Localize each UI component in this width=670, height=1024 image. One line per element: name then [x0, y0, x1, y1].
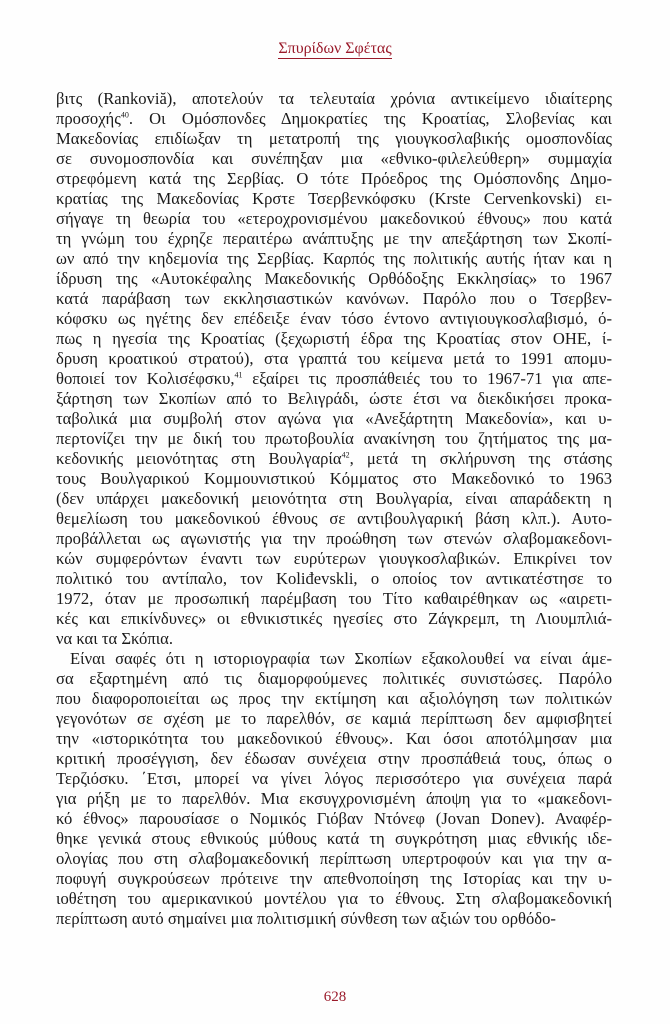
footnote-marker: 41	[234, 370, 243, 380]
text-line: κόφσκυ ως ηγέτης δεν επέδειξε έναν τόσο έντονο αντιγιουγκοσλαβισμό, ό-	[56, 309, 612, 328]
text-line: περίπτωση αυτό σημαίνει μια πολιτισμική σύνθεση των αξιών του ορθόδο-	[56, 909, 556, 928]
text-line: κατά παράβαση των εκκλησιαστικών κανόνων. Παρόλο που ο Τσερβεν-	[56, 289, 612, 308]
text-line: Τερζιόσκυ. ΄Ετσι, μπορεί να γίνει λόγος περισσότερο για συνέχεια παρά	[56, 769, 612, 788]
text-line: κεδονικής μειονότητας στη Βουλγαρία$^{42}$, μετά τη σκλήρυνση της στάσης	[56, 449, 612, 468]
running-head	[0, 40, 670, 58]
text-line: ξάρτηση των Σκοπίων από το Βελιγράδι, ώστε έτσι να διεκδικήσει προκα-	[56, 389, 612, 408]
text-line: κρατίας της Μακεδονίας Κρστε Τσερβενκόφσκυ (Krste Cervenkovski) ει-	[56, 189, 612, 208]
text-line: πολιτικό του αντίπαλο, τον Koliđevskli, ο οποίος τον αντικατέστησε το	[56, 569, 612, 588]
text-line: ταβολικά μια συμβολή στον αγώνα για «Ανεξάρτητη Μακεδονία», και υ-	[56, 409, 612, 428]
text-line: 1972, όταν με προσωπική παρέμβαση του Τίτο καθαιρέθηκαν ως «αιρετι-	[56, 589, 612, 608]
text-line: προβάλλεται ως αγωνιστής για την προώθηση των στενών σλαβομακεδονι-	[56, 529, 612, 548]
text-line: πως η ηγεσία της Κροατίας (ξεχωριστή έδρα της Κροατίας στον ΟΗΕ, ί-	[56, 329, 612, 348]
text-line: να και τα Σκόπια.	[56, 629, 174, 648]
text-line: σε συνομοσπονδία και συνέπηξαν μια «εθνικο-φιλελεύθερη» συμμαχία	[56, 149, 612, 168]
running-title: Σπυρίδων Σφέτας	[278, 40, 392, 57]
text-line: που διαφοροποιείται ως προς την εκτίμηση και αξιολόγηση των πολιτικών	[56, 689, 612, 708]
paragraph-2	[56, 649, 612, 929]
text-line: σήγαγε τη θεωρία του «ετεροχρονισμένου μακεδονικού έθνους» που κατά	[56, 209, 612, 228]
text-line: (δεν υπάρχει μακεδονική μειονότητα στη Βουλγαρία, είναι απαράδεκτη η	[56, 489, 612, 508]
text-line: ολογίας που στη σλαβομακεδονική περίπτωση υπερτροφούν και για την α-	[56, 849, 612, 868]
text-line: δρυση κροατικού στρατού), στα γραπτά του κείμενα μετά το 1991 απομυ-	[56, 349, 612, 368]
text-line: γεγονότων σε σχέση με το παρελθόν, σε καμιά περίπτωση δεν αμφισβητεί	[56, 709, 612, 728]
text-line: κό έθνος» παρουσίασε ο Νομικός Γιόβαν Ντόνεφ (Jovan Donev). Αναφέρ-	[56, 809, 612, 828]
text-line: σα εξαρτημένη από τις διαμορφούμενες πολιτικές συνιστώσες. Παρόλο	[56, 669, 612, 688]
body-text	[56, 89, 612, 929]
text-line: κών συμφερόντων έναντι των ευρύτερων γιουγκοσλαβικών. Επικρίνει τον	[56, 549, 612, 568]
text-line: τη γνώμη του έχρηζε περαιτέρω ανάπτυξης με την απεξάρτηση των Σκοπί-	[56, 229, 612, 248]
page-number: 628	[323, 989, 347, 1005]
text-line: κές και επικίνδυνες» οι εθνικιστικές ηγεσίες στο Ζάγκρεμπ, τη Λιουμπλιά-	[56, 609, 612, 628]
text-line: στρεφόμενη κατά της Σερβίας. Ο τότε Πρόεδρος της Ομόσπονδης Δημο-	[56, 169, 612, 188]
text-line: θηκε γενικά στους εθνικούς μύθους κατά τη συγκρότηση μιας εθνικής ιδε-	[56, 829, 612, 848]
footnote-marker: 40	[120, 110, 129, 120]
text-line: ποφυγή συγκρούσεων πρότεινε την απεθνοποίηση της Ιστορίας και την υ-	[56, 869, 612, 888]
text-line: βιτς (Rankoviă), αποτελούν τα τελευταία χρόνια αντικείμενο ιδιαίτερης	[56, 89, 612, 108]
text-line: προσοχής$^{40}$. Οι Ομόσπονδες Δημοκρατίες της Κροατίας, Σλοβενίας και	[56, 109, 612, 128]
text-line: θοποιεί τον Κολισέφσκυ,$^{41}$ εξαίρει τις προσπάθειές του το 1967-71 για απε-	[56, 369, 612, 388]
text-line: ιοθέτηση του αμερικανικού μοντέλου για το έθνους. Στη σλαβομακεδονική	[56, 889, 612, 908]
text-line: ίδρυση της «Αυτοκέφαλης Μακεδονικής Ορθόδοξης Εκκλησίας» το 1967	[56, 269, 612, 288]
text-line: ων από την κηδεμονία της Σερβίας. Καρπός της πολιτικής αυτής ήταν και η	[56, 249, 612, 268]
paragraph-1	[56, 89, 612, 649]
text-line: για ρήξη με το παρελθόν. Μια εκσυγχρονισμένη άποψη για το «μακεδονι-	[56, 789, 612, 808]
text-line: θεμελίωση του μακεδονικού έθνους σε αντιβουλγαρική βάση κλπ.). Αυτο-	[56, 509, 612, 528]
footnote-marker: 42	[341, 450, 350, 460]
text-line: την «ιστορικότητα του μακεδονικού έθνους». Και όσοι αποτόλμησαν μια	[56, 729, 612, 748]
text-line: κριτική προσέγγιση, δεν έδωσαν συνέχεια στην προσπάθειά τους, όπως ο	[56, 749, 612, 768]
text-line: Μακεδονίας επιδίωξαν τη μετατροπή της γιουγκοσλαβικής ομοσπονδίας	[56, 129, 612, 148]
text-line: τους Βουλγαρικού Κομμουνιστικού Κόμματος στο Μακεδονικό το 1963	[56, 469, 612, 488]
text-line: περτονίζει την με δική του πρωτοβουλία ανακίνηση του ζητήματος της μα-	[56, 429, 612, 448]
text-line: Είναι σαφές ότι η ιστοριογραφία των Σκοπίων εξακολουθεί να είναι άμε-	[70, 649, 612, 668]
